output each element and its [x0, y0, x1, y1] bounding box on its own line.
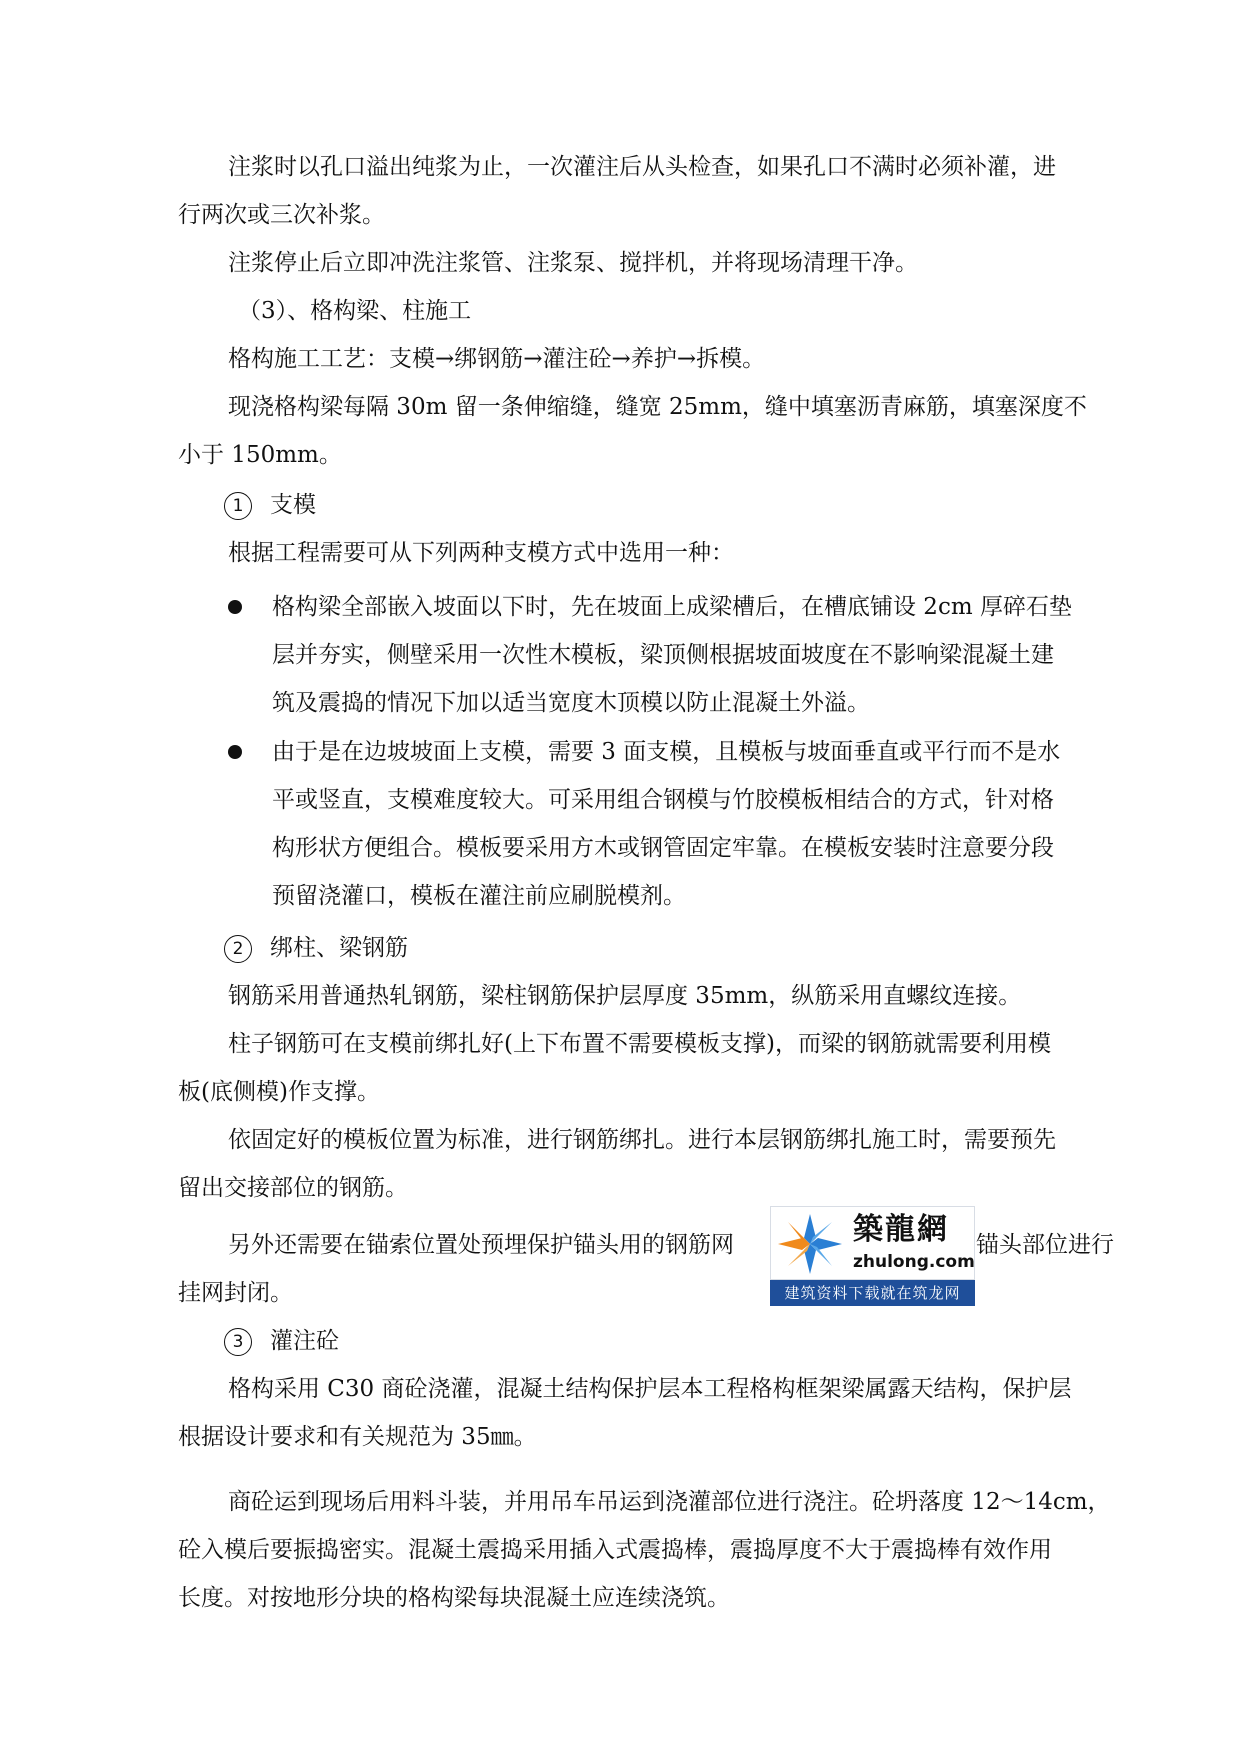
- paragraph-line: 钢筋采用普通热轧钢筋，梁柱钢筋保护层厚度 35mm，纵筋采用直螺纹连接。: [228, 983, 1022, 1009]
- circled-number-2: 2: [224, 935, 252, 963]
- numbered-heading: 灌注砼: [270, 1328, 339, 1354]
- bullet-line: 构形状方便组合。模板要采用方木或钢管固定牢靠。在模板安装时注意要分段: [272, 835, 1054, 861]
- paragraph-line: 行两次或三次补浆。: [178, 202, 385, 228]
- paragraph-line: 现浇格构梁每隔 30m 留一条伸缩缝，缝宽 25mm，缝中填塞沥青麻筋，填塞深度不: [228, 394, 1087, 420]
- paragraph-line: 格构采用 C30 商砼浇灌，混凝土结构保护层本工程格构框架梁属露天结构，保护层: [228, 1376, 1072, 1402]
- watermark-logo: [770, 1206, 975, 1306]
- circled-number-3: 3: [224, 1328, 252, 1356]
- bullet-dot: [228, 745, 242, 759]
- paragraph-line: 根据设计要求和有关规范为 35㎜。: [178, 1424, 537, 1450]
- paragraph-line: 留出交接部位的钢筋。: [178, 1175, 408, 1201]
- paragraph-line: 砼入模后要振捣密实。混凝土震捣采用插入式震捣棒，震捣厚度不大于震捣棒有效作用: [178, 1537, 1052, 1563]
- paragraph-line: 注浆时以孔口溢出纯浆为止，一次灌注后从头检查，如果孔口不满时必须补灌，进: [228, 154, 1056, 180]
- circled-number-1: 1: [224, 492, 252, 520]
- paragraph-line: 小于 150mm。: [178, 442, 342, 468]
- zhulong-logo-icon: [775, 1211, 845, 1277]
- paragraph-line: 柱子钢筋可在支模前绑扎好(上下布置不需要模板支撑)，而梁的钢筋就需要利用模: [228, 1031, 1051, 1057]
- bullet-line: 格构梁全部嵌入坡面以下时，先在坡面上成梁槽后，在槽底铺设 2cm 厚碎石垫: [272, 594, 1072, 620]
- paragraph-line: 格构施工工艺：支模→绑钢筋→灌注砼→养护→拆模。: [228, 346, 766, 372]
- numbered-heading: 支模: [270, 492, 316, 518]
- paragraph-line: 板(底侧模)作支撑。: [178, 1079, 380, 1105]
- bullet-line: 平或竖直，支模难度较大。可采用组合钢模与竹胶模板相结合的方式，针对格: [272, 787, 1054, 813]
- paragraph-line: 锚头部位进行: [976, 1232, 1114, 1258]
- paragraph-line: 另外还需要在锚索位置处预埋保护锚头用的钢筋网: [228, 1232, 734, 1258]
- paragraph-line: 依固定好的模板位置为标准，进行钢筋绑扎。进行本层钢筋绑扎施工时，需要预先: [228, 1127, 1056, 1153]
- numbered-heading: 绑柱、梁钢筋: [270, 935, 408, 961]
- bullet-line: 由于是在边坡坡面上支模，需要 3 面支模，且模板与坡面垂直或平行而不是水: [272, 739, 1061, 765]
- paragraph-line: 商砼运到现场后用料斗装，并用吊车吊运到浇灌部位进行浇注。砼坍落度 12～14cm，: [228, 1489, 1111, 1515]
- bullet-line: 筑及震捣的情况下加以适当宽度木顶模以防止混凝土外溢。: [272, 690, 870, 716]
- bullet-line: 预留浇灌口，模板在灌注前应刷脱模剂。: [272, 883, 686, 909]
- paragraph-line: 注浆停止后立即冲洗注浆管、注浆泵、搅拌机，并将现场清理干净。: [228, 250, 918, 276]
- paragraph-line: 根据工程需要可从下列两种支模方式中选用一种：: [228, 540, 734, 566]
- section-heading: （3）、格构梁、柱施工: [238, 298, 472, 324]
- paragraph-line: 长度。对按地形分块的格构梁每块混凝土应连续浇筑。: [178, 1585, 730, 1611]
- watermark-panel: [770, 1206, 975, 1280]
- watermark-brand-en: zhulong.com: [853, 1252, 975, 1272]
- watermark-brand-cn: 築龍網: [853, 1212, 949, 1247]
- watermark-tagline: 建筑资料下载就在筑龙网: [770, 1280, 975, 1306]
- bullet-line: 层并夯实，侧壁采用一次性木模板，梁顶侧根据坡面坡度在不影响梁混凝土建: [272, 642, 1054, 668]
- bullet-dot: [228, 600, 242, 614]
- paragraph-line: 挂网封闭。: [178, 1280, 293, 1306]
